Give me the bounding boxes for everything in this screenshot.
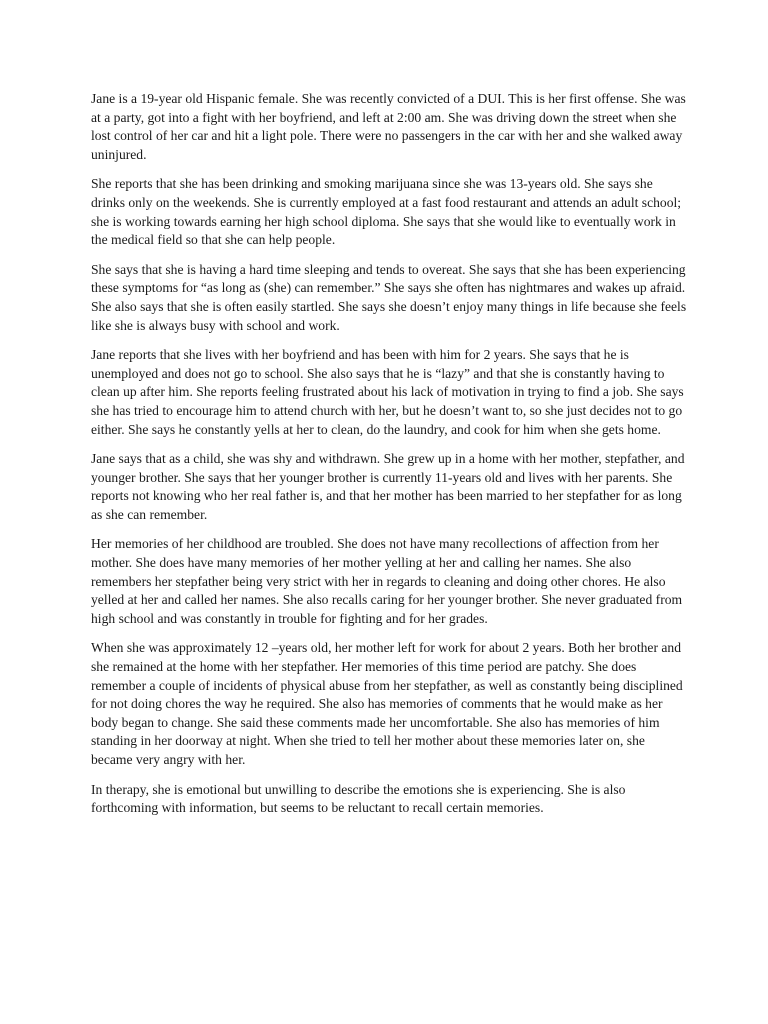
paragraph-symptoms: She says that she is having a hard time sleeping and tends to overeat. She says that she has been experiencing these symptoms for “as long as (she) can remember.” She says she often has nightmares and wakes up afraid. She also says that she is often easily startled. She says she doesn’t enjoy many things in life because she feels like she is always busy with school and work. — [91, 261, 687, 333]
document-body — [91, 90, 689, 829]
paragraph-substance-use: She reports that she has been drinking and smoking marijuana since she was 13-years old. She says she drinks only on the weekends. She is currently employed at a fast food restaurant and attends an adult school; she is working towards earning her high school diploma. She says that she would like to eventually work in the medical field so that she can help people. — [91, 176, 682, 248]
paragraph-childhood-memories: Her memories of her childhood are troubled. She does not have many recollections of affection from her mother. She does have many memories of her mother yelling at her and calling her names. She also remembers her stepfather being very strict with her in regards to cleaning and doing other chores. He also yelled at her and called her names. She also recalls caring for her younger brother. She never graduated from high school and was constantly in trouble for fighting and for her grades. — [91, 536, 683, 626]
paragraph-stepfather-period: When she was approximately 12 –years old, her mother left for work for about 2 years. Both her brother and she remained at the home with her stepfather. Her memories of this time period are patchy. She does remember a couple of incidents of physical abuse from her stepfather, as well as constantly being disciplined for not doing chores the way he required. She also has memories of comments that he would make as her body began to change. She said these comments made her uncomfortable. She also has memories of him standing in her doorway at night. When she tried to tell her mother about these memories later on, she became very angry with her. — [91, 640, 683, 767]
paragraph-dui-incident: Jane is a 19-year old Hispanic female. She was recently convicted of a DUI. This is her first offense. She was at a party, got into a fight with her boyfriend, and left at 2:00 am. She was driving down the street when she lost control of her car and hit a light pole. There were no passengers in the car with her and she walked away uninjured. — [91, 91, 686, 162]
paragraph-childhood-family: Jane says that as a child, she was shy and withdrawn. She grew up in a home with her mother, stepfather, and younger brother. She says that her younger brother is currently 11-years old and lives with her parents. She reports not knowing who her real father is, and that her mother has been married to her stepfather for as long as she can remember. — [91, 451, 685, 522]
paragraph-boyfriend: Jane reports that she lives with her boyfriend and has been with him for 2 years. She says that he is unemployed and does not go to school. She also says that he is “lazy” and that she is constantly having to clean up after him. She reports feeling frustrated about his lack of motivation in trying to find a job. She says she has tried to encourage him to attend church with her, but he doesn’t want to, so she just decides not to go either. She says he constantly yells at her to clean, do the laundry, and cook for him when she gets home. — [91, 347, 684, 437]
paragraph-therapy: In therapy, she is emotional but unwilling to describe the emotions she is experiencing. She is also forthcoming with information, but seems to be reluctant to recall certain memories. — [91, 781, 626, 816]
